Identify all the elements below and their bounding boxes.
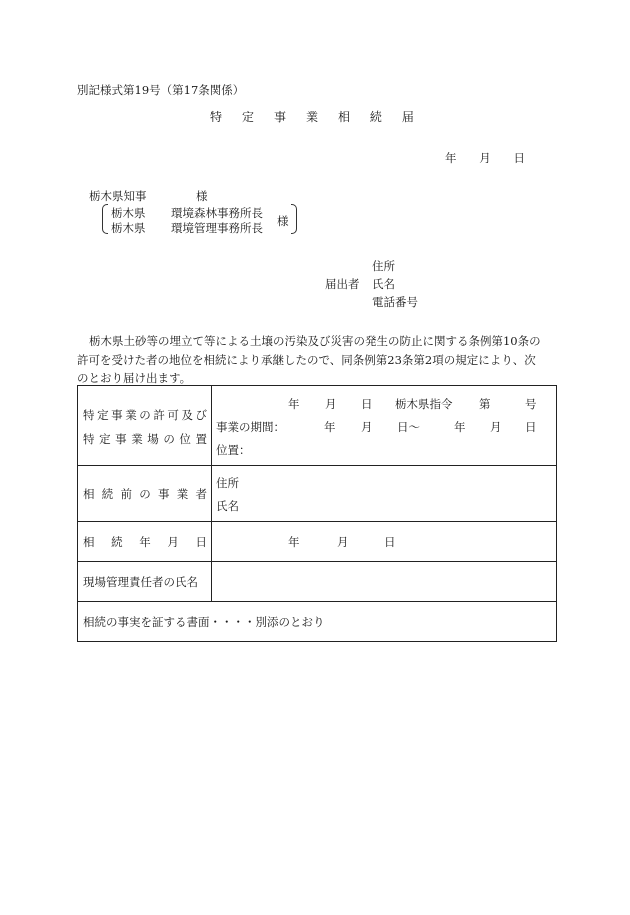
period-day-end: 日 — [525, 420, 537, 434]
permit-label-1-char: 許 — [153, 408, 165, 422]
title-char: 続 — [369, 110, 382, 124]
table-row-inheritance-date — [78, 522, 556, 562]
previous-operator-label-char: 業 — [176, 487, 189, 501]
date-line — [445, 150, 525, 166]
addressee-governor: 栃木県知事 — [89, 189, 147, 203]
previous-operator-label-char: 続 — [101, 487, 114, 501]
period-month-end: 月 — [490, 420, 502, 434]
previous-operator-label — [83, 486, 207, 502]
permit-label-2-char: 位 — [179, 432, 191, 446]
addressee-sama-2: 様 — [277, 214, 289, 228]
location-label: 位置： — [216, 443, 251, 457]
notifier-address: 住所 — [372, 259, 395, 273]
date-year: 年 — [445, 151, 457, 165]
permit-label-2-char: 場 — [147, 432, 159, 446]
period-month-start: 月 — [361, 420, 373, 434]
notifier-name: 氏名 — [372, 277, 395, 291]
table-row-previous-operator — [78, 466, 556, 522]
title-char: 相 — [337, 110, 350, 124]
title-char: 事 — [273, 110, 286, 124]
permit-label-1-char: 特 — [83, 408, 95, 422]
body-line-3: のとおり届け出ます。 — [77, 371, 192, 385]
title-char: 定 — [241, 110, 254, 124]
column-divider — [211, 562, 212, 601]
date-month: 月 — [479, 151, 491, 165]
site-manager-label: 現場管理責任者の氏名 — [83, 575, 198, 589]
permit-label-1-char: 可 — [167, 408, 179, 422]
title-char: 特 — [210, 110, 223, 124]
inheritance-date-label-char: 続 — [111, 535, 123, 549]
permit-label-line-2 — [83, 431, 207, 447]
permit-label-1-char: の — [139, 408, 151, 422]
office-1-pref: 栃木県 — [111, 206, 146, 220]
notifier-phone: 電話番号 — [372, 295, 418, 309]
previous-operator-label-char: 者 — [195, 487, 207, 501]
permit-go: 号 — [525, 397, 537, 411]
permit-label-1-char: 及 — [181, 408, 193, 422]
previous-operator-label-char: 前 — [120, 487, 132, 501]
previous-operator-label-char: の — [139, 487, 151, 501]
form-number: 別記様式第19号（第17条関係） — [77, 83, 245, 97]
table-row-site-manager — [78, 562, 556, 602]
permit-label-2-char: 業 — [131, 432, 143, 446]
period-year-end: 年 — [454, 420, 466, 434]
document-title — [210, 108, 414, 125]
period-label: 事業の期間： — [216, 420, 285, 434]
permit-label-1-char: 事 — [111, 408, 123, 422]
permit-designation: 栃木県指令 — [395, 397, 453, 411]
permit-label-2-char: の — [163, 432, 175, 446]
column-divider — [211, 466, 212, 521]
notifier-label: 届出者 — [325, 277, 360, 291]
addressee-sama-1: 様 — [196, 189, 208, 203]
inheritance-date-label — [83, 534, 207, 550]
proof-document-label: 相続の事実を証する書面・・・・別添のとおり — [83, 615, 325, 629]
title-char: 業 — [305, 110, 318, 124]
body-line-1: 栃木県土砂等の埋立て等による土壌の汚染及び災害の発生の防止に関する条例第10条の — [89, 334, 541, 348]
permit-label-2-char: 置 — [195, 432, 207, 446]
inheritance-month: 月 — [337, 535, 349, 549]
inheritance-day: 日 — [384, 535, 396, 549]
permit-label-2-char: 定 — [99, 432, 111, 446]
inheritance-date-label-char: 年 — [139, 535, 151, 549]
permit-year: 年 — [288, 397, 300, 411]
permit-day: 日 — [361, 397, 373, 411]
left-bracket — [102, 204, 108, 234]
office-2-name: 環境管理事務所長 — [171, 221, 263, 235]
office-2-pref: 栃木県 — [111, 221, 146, 235]
inheritance-year: 年 — [288, 535, 300, 549]
period-day-start: 日〜 — [397, 420, 420, 434]
inheritance-date-label-char: 日 — [195, 535, 207, 549]
form-table — [77, 385, 557, 642]
permit-label-1-char: 業 — [125, 408, 137, 422]
previous-operator-address: 住所 — [216, 476, 239, 490]
office-1-name: 環境森林事務所長 — [171, 206, 263, 220]
column-divider — [211, 522, 212, 561]
previous-operator-name: 氏名 — [216, 499, 239, 513]
table-row-proof-document — [78, 602, 556, 643]
period-year-start: 年 — [324, 420, 336, 434]
permit-dai: 第 — [479, 397, 491, 411]
inheritance-date-label-char: 月 — [167, 535, 179, 549]
previous-operator-label-char: 相 — [83, 487, 95, 501]
permit-label-1-char: 定 — [97, 408, 109, 422]
right-bracket — [291, 204, 297, 234]
body-line-2: 許可を受けた者の地位を相続により承継したので、同条例第23条第2項の規定により、次 — [77, 353, 536, 367]
previous-operator-label-char: 事 — [158, 487, 170, 501]
title-char: 届 — [401, 110, 414, 124]
permit-month: 月 — [325, 397, 337, 411]
permit-label-2-char: 特 — [83, 432, 95, 446]
column-divider — [211, 386, 212, 465]
permit-label-line-1 — [83, 407, 207, 423]
date-day: 日 — [513, 151, 525, 165]
permit-label-1-char: び — [195, 408, 207, 422]
permit-label-2-char: 事 — [115, 432, 127, 446]
inheritance-date-label-char: 相 — [83, 535, 95, 549]
table-row-permit — [78, 386, 556, 466]
